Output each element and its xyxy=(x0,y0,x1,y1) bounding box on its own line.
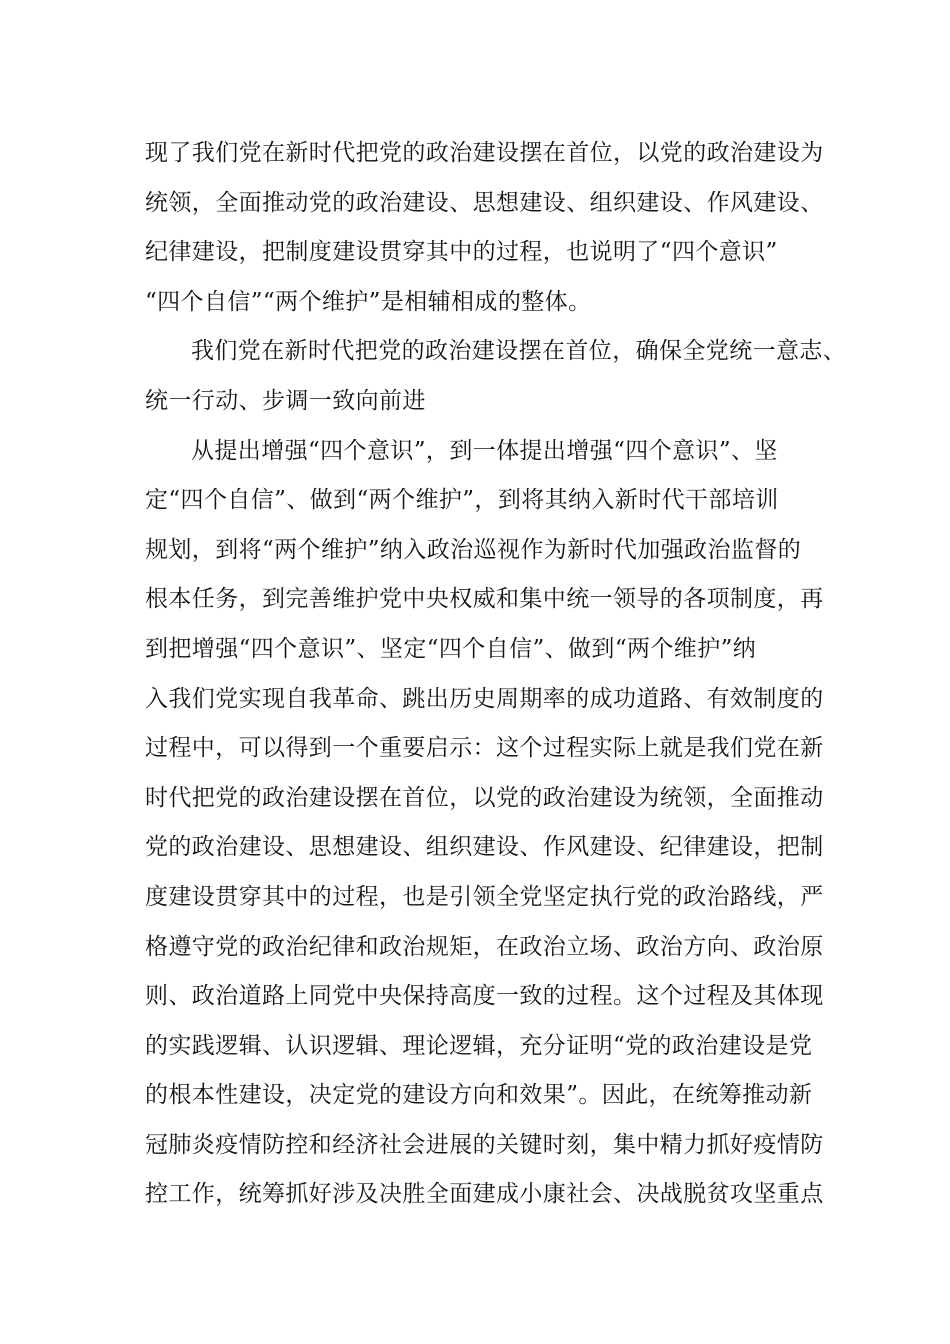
text-line: 规划，到将“两个维护”纳入政治巡视作为新时代加强政治监督的 xyxy=(145,536,802,563)
text-line: 从提出增强“四个意识”，到一体提出增强“四个意识”、坚 xyxy=(191,437,778,464)
text-line: 格遵守党的政治纪律和政治规矩，在政治立场、政治方向、政治原 xyxy=(145,933,824,960)
text-line: 控工作，统筹抓好涉及决胜全面建成小康社会、决战脱贫攻坚重点 xyxy=(145,1181,824,1208)
text-line: 入我们党实现自我革命、跳出历史周期率的成功道路、有效制度的 xyxy=(145,685,824,712)
document-body xyxy=(145,129,865,1220)
text-line: 的根本性建设，决定党的建设方向和效果”。因此，在统筹推动新 xyxy=(145,1082,813,1109)
text-line: 现了我们党在新时代把党的政治建设摆在首位，以党的政治建设为 xyxy=(145,140,824,166)
text-line: 党的政治建设、思想建设、组织建设、作风建设、纪律建设，把制 xyxy=(145,834,824,861)
text-line: 冠肺炎疫情防控和经济社会进展的关键时刻，集中精力抓好疫情防 xyxy=(145,1131,824,1158)
text-line: 我们党在新时代把党的政治建设摆在首位，确保全党统一意志、 xyxy=(191,338,847,365)
text-line: 定“四个自信”、做到“两个维护”，到将其纳入新时代干部培训 xyxy=(145,487,779,514)
text-line: 根本任务，到完善维护党中央权威和集中统一领导的各项制度，再 xyxy=(145,586,824,613)
text-line: 则、政治道路上同党中央保持高度一致的过程。这个过程及其体现 xyxy=(145,983,824,1010)
text-line: 统一行动、步调一致向前进 xyxy=(145,387,426,414)
text-line: 的实践逻辑、认识逻辑、理论逻辑，充分证明“党的政治建设是党 xyxy=(145,1032,813,1059)
text-line: 度建设贯穿其中的过程，也是引领全党坚定执行党的政治路线，严 xyxy=(145,883,824,910)
text-line: 到把增强“四个意识”、坚定“四个自信”、做到“两个维护”纳 xyxy=(145,635,757,662)
text-line: 过程中，可以得到一个重要启示：这个过程实际上就是我们党在新 xyxy=(145,735,824,762)
text-line: 纪律建设，把制度建设贯穿其中的过程，也说明了“四个意识” xyxy=(145,239,778,266)
text-line: 统领，全面推动党的政治建设、思想建设、组织建设、作风建设、 xyxy=(145,189,824,216)
text-line: 时代把党的政治建设摆在首位，以党的政治建设为统领，全面推动 xyxy=(145,784,824,811)
text-line: “四个自信”“两个维护”是相辅相成的整体。 xyxy=(145,288,592,315)
